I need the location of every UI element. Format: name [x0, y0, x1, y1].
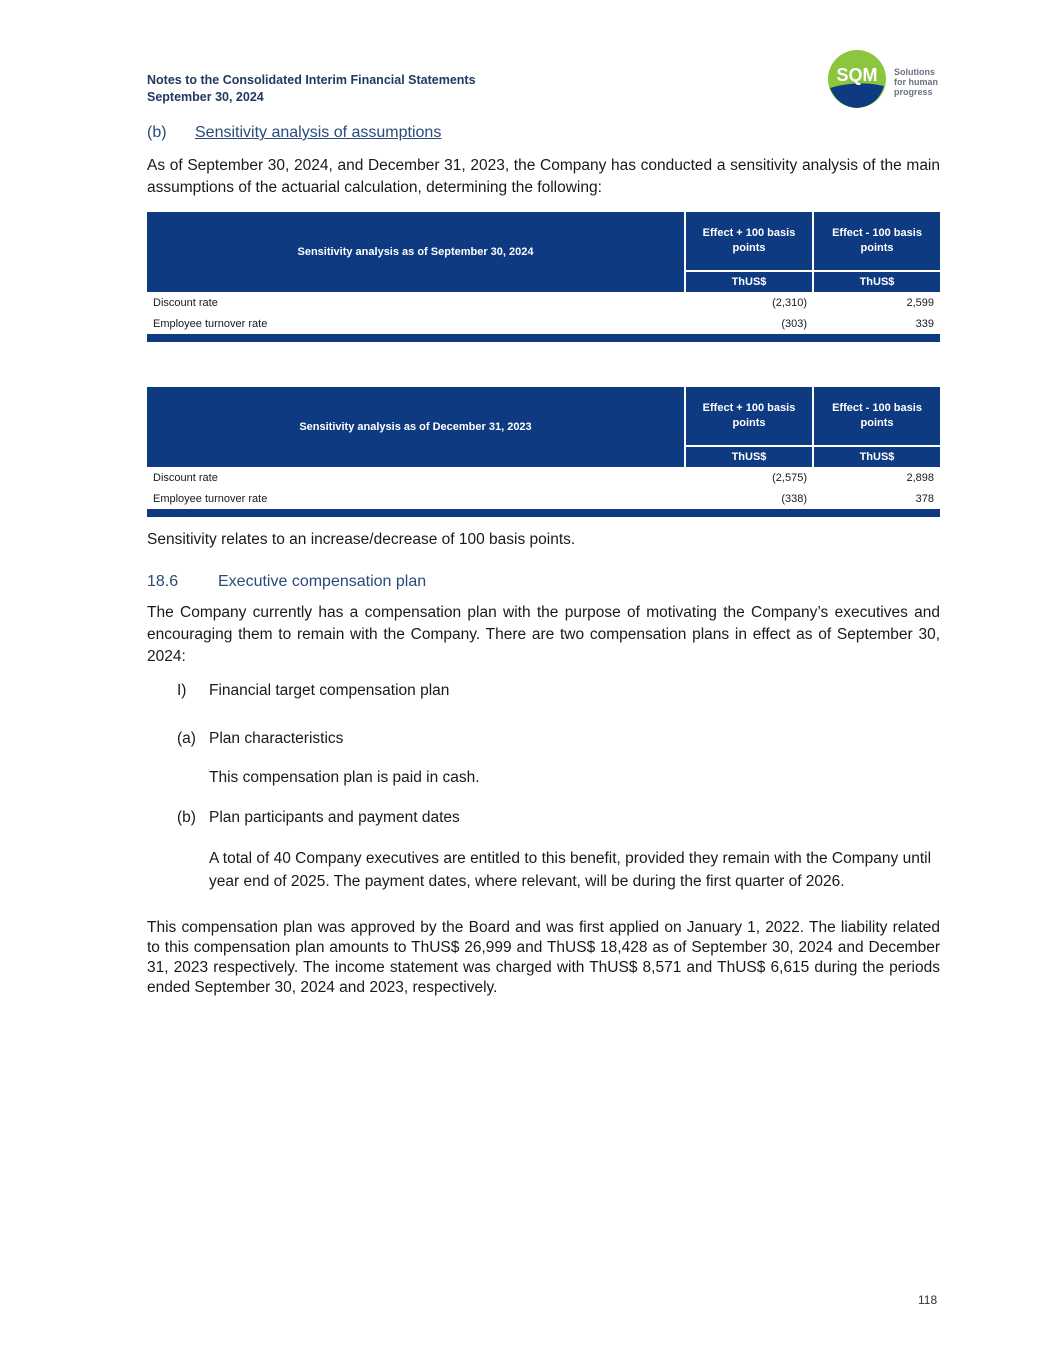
table-row [147, 467, 940, 488]
section-b-number: (b) [147, 124, 167, 141]
row-plus-value: (2,310) [772, 296, 807, 309]
logo-tagline-1: Solutions [894, 67, 935, 77]
section-18-6-title: Executive compensation plan [218, 573, 427, 590]
section-b-heading [147, 124, 441, 142]
row-plus-value: (303) [781, 317, 807, 330]
sensitivity-table-2023 [147, 387, 940, 517]
section-18-6-number: 18.6 [147, 573, 179, 590]
header-line-2: September 30, 2024 [147, 90, 264, 104]
row-plus-value: (338) [781, 492, 807, 505]
unit-header-minus: ThUS$ [813, 446, 940, 467]
unit-header-minus: ThUS$ [813, 271, 940, 292]
logo-tagline-3: progress [894, 87, 933, 97]
page-number: 118 [918, 1293, 938, 1307]
sensitivity-table-2024 [147, 212, 940, 342]
row-minus-value: 339 [915, 317, 934, 330]
logo-text: SQM [836, 65, 878, 85]
table-end-bar [147, 509, 940, 517]
list-marker-b: (b) [177, 809, 196, 826]
closing-paragraph: This compensation plan was approved by the Board and was first applied on January 1, 2022. The liability related to this compensation plan amounts to ThUS$ 26,999 and ThUS$ 18,428 as of September 30, 2024 and December 31, 2023 respectively. The income statement was charged with ThUS$ 8,571 and ThUS$ 6,615 during the periods ended September 30, 2024 and 2023, respectively. [147, 919, 940, 996]
col-header-minus: Effect - 100 basis points [813, 387, 940, 446]
participants-body: A total of 40 Company executives are entitled to this benefit, provided they remain with the Company until year end of 2025. The payment dates, where relevant, will be during the first quarter of 2026. [209, 850, 932, 890]
list-item-participants: Plan participants and payment dates [209, 809, 460, 826]
list-marker-i: I) [177, 682, 187, 699]
sensitivity-note: Sensitivity relates to an increase/decrease of 100 basis points. [147, 531, 576, 548]
row-minus-value: 2,599 [906, 296, 934, 309]
row-label: Discount rate [153, 296, 218, 309]
row-label: Employee turnover rate [153, 317, 268, 330]
table-end-bar [147, 334, 940, 342]
row-minus-value: 378 [915, 492, 934, 505]
list-item-plan-characteristics: Plan characteristics [209, 730, 344, 747]
row-label: Employee turnover rate [153, 492, 268, 505]
table-title: Sensitivity analysis as of September 30, 2024 [147, 212, 685, 292]
plan-characteristics-body: This compensation plan is paid in cash. [209, 769, 480, 786]
page-header [147, 72, 476, 106]
logo-tagline-2: for human [894, 77, 938, 87]
section-18-6-heading [147, 573, 426, 591]
table-row [147, 313, 940, 334]
table-title: Sensitivity analysis as of December 31, 2023 [147, 387, 685, 467]
table-row [147, 488, 940, 509]
row-label: Discount rate [153, 471, 218, 484]
unit-header-plus: ThUS$ [685, 271, 813, 292]
section-18-6-intro: The Company currently has a compensation plan with the purpose of motivating the Company’s executives and encouraging them to remain with the Company. There are two compensation plans in effect as of September 30, 2024: [147, 604, 940, 665]
col-header-minus: Effect - 100 basis points [813, 212, 940, 271]
row-plus-value: (2,575) [772, 471, 807, 484]
col-header-plus: Effect + 100 basis points [685, 212, 813, 271]
section-b-intro: As of September 30, 2024, and December 31, 2023, the Company has conducted a sensitivity analysis of the main assumptions of the actuarial calculation, determining the following: [147, 157, 940, 196]
section-b-title: Sensitivity analysis of assumptions [195, 124, 442, 141]
col-header-plus: Effect + 100 basis points [685, 387, 813, 446]
row-minus-value: 2,898 [906, 471, 934, 484]
list-item-financial-target: Financial target compensation plan [209, 682, 450, 699]
logo-wave [830, 83, 884, 108]
table-row [147, 292, 940, 313]
list-marker-a: (a) [177, 730, 196, 747]
header-line-1: Notes to the Consolidated Interim Financial Statements [147, 73, 476, 87]
logo-tagline [894, 67, 938, 97]
unit-header-plus: ThUS$ [685, 446, 813, 467]
